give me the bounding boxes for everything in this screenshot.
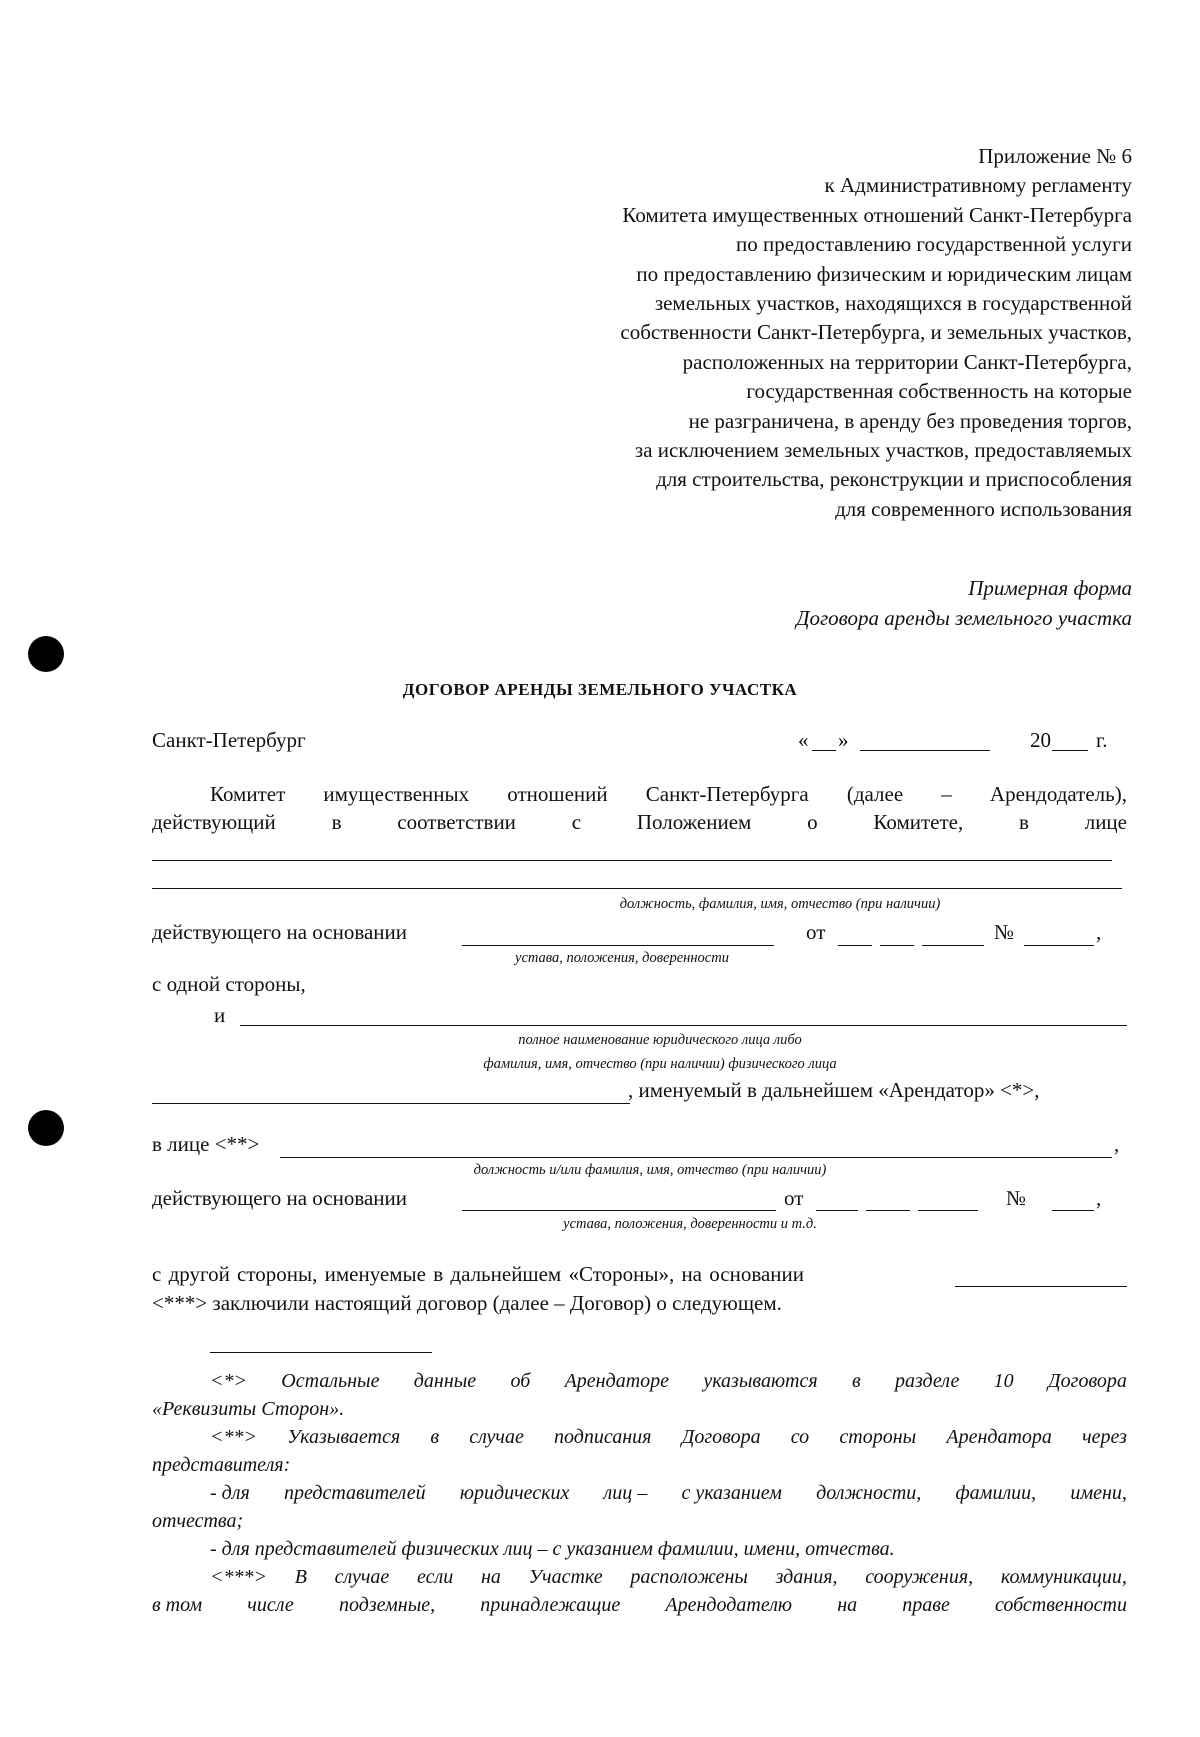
footnote-3-cont: отчества;	[152, 1510, 244, 1532]
para1-word: лице	[1084, 810, 1127, 834]
date-year-blank-2[interactable]	[918, 1210, 978, 1211]
footnote-word: Арендаторе	[564, 1370, 670, 1392]
footnote-word: <*>	[210, 1370, 247, 1392]
para1-line1	[210, 782, 1127, 807]
comma-3: ,	[1096, 1186, 1102, 1210]
footnote-word: расположены	[630, 1566, 748, 1588]
footnote-word: подписания	[554, 1426, 652, 1448]
footnote-word: подземные,	[338, 1594, 436, 1616]
caption-representative: должность и/или фамилия, имя, отчество (при наличии)	[473, 1162, 827, 1178]
footnote-word: Арендодателю	[665, 1594, 793, 1616]
basis-blank-2[interactable]	[462, 1210, 776, 1211]
tenant-name-blank-2[interactable]	[152, 1103, 630, 1104]
and-label: и	[214, 1003, 226, 1027]
punch-hole-top	[28, 636, 64, 672]
concluded-label: <***> заключили настоящий договор (далее – Договор) о следующем.	[152, 1291, 782, 1315]
appendix-line: Приложение № 6	[978, 144, 1132, 168]
named-tenant-label: , именуемый в дальнейшем «Арендатор» <*>,	[628, 1078, 1040, 1102]
footnote-word: сооружения,	[865, 1566, 974, 1588]
footnote-word: Арендатора	[946, 1426, 1052, 1448]
footnote-word: Участке	[528, 1566, 603, 1588]
date-day-blank-2[interactable]	[816, 1210, 858, 1211]
para1-word: Комитет	[210, 782, 286, 806]
date-month-blank-1[interactable]	[880, 945, 914, 946]
date-month-blank-2[interactable]	[866, 1210, 910, 1211]
footnote-word: Договора	[681, 1426, 761, 1448]
para1-word: в	[331, 810, 342, 834]
footnote-5-cont	[152, 1591, 1127, 1619]
appendix-header	[432, 142, 1132, 524]
footnote-word: через	[1082, 1426, 1127, 1448]
day-blank[interactable]	[812, 750, 836, 751]
footnote-word: <**>	[210, 1426, 257, 1448]
footnote-word: на	[480, 1566, 501, 1588]
footnote-word: разделе	[894, 1370, 960, 1392]
comma-1: ,	[1096, 920, 1102, 944]
basis-blank-1[interactable]	[462, 945, 774, 946]
footnote-word: юридических	[459, 1482, 570, 1504]
appendix-line: собственности Санкт-Петербурга, и земельных участков,	[620, 320, 1132, 345]
caption-tenant-2: фамилия, имя, отчество (при наличии) физического лица	[483, 1056, 837, 1072]
footnote-word: в том	[152, 1594, 203, 1616]
footnote-word: в	[851, 1370, 861, 1392]
footnote-word: здания,	[775, 1566, 838, 1588]
footnote-word: числе	[247, 1594, 294, 1616]
footnote-2-cont: представителя:	[152, 1454, 291, 1476]
para1-word: Санкт-Петербурга	[645, 782, 809, 806]
appendix-line: Комитета имущественных отношений Санкт-Петербурга	[622, 202, 1132, 227]
footnote-word: Договора	[1047, 1370, 1127, 1392]
footnote-word: об	[510, 1370, 531, 1392]
month-blank[interactable]	[860, 750, 990, 751]
appendix-line: к Административному регламенту	[824, 173, 1132, 198]
appendix-line: по предоставлению государственной услуги	[736, 232, 1132, 257]
date-day-blank-1[interactable]	[838, 945, 872, 946]
representative-blank[interactable]	[280, 1157, 1112, 1158]
caption-position: должность, фамилия, имя, отчество (при наличии)	[619, 896, 941, 912]
para1-word: Арендодатель),	[989, 782, 1127, 806]
number-label-1: №	[994, 920, 1015, 944]
footnote-word: в	[430, 1426, 440, 1448]
footnote-word: - для	[210, 1482, 250, 1504]
para1-word: о	[807, 810, 818, 834]
tenant-name-blank[interactable]	[240, 1025, 1127, 1026]
footnote-2	[152, 1423, 1127, 1451]
footnote-word: собственности	[994, 1594, 1127, 1616]
form-note	[796, 573, 1132, 633]
footnote-word: если	[417, 1566, 454, 1588]
appendix-line: государственная собственность на которые	[746, 379, 1132, 404]
form-note-line1: Примерная форма	[968, 576, 1132, 600]
footnote-5	[152, 1563, 1127, 1591]
appendix-line: не разграничена, в аренду без проведения торгов,	[688, 408, 1132, 433]
footnote-word: указываются	[703, 1370, 818, 1392]
footnote-1	[152, 1367, 1127, 1395]
para1-word: –	[941, 782, 952, 806]
number-label-2: №	[1006, 1186, 1027, 1210]
caption-basis-1: устава, положения, доверенности	[515, 950, 729, 966]
footnote-word: данные	[413, 1370, 477, 1392]
number-blank-1[interactable]	[1024, 945, 1094, 946]
other-side-label: с другой стороны, именуемые в дальнейшем «Стороны», на основании	[152, 1262, 805, 1286]
para1-word: с	[571, 810, 582, 834]
from-label-2: от	[784, 1186, 804, 1210]
grounds-blank[interactable]	[955, 1286, 1127, 1287]
date-year-blank-1[interactable]	[922, 945, 984, 946]
footnote-word: 10	[993, 1370, 1014, 1392]
footnote-word: на	[837, 1594, 858, 1616]
comma-2: ,	[1114, 1132, 1120, 1156]
para1-word: в	[1019, 810, 1029, 834]
document-title: ДОГОВОР АРЕНДЫ ЗЕМЕЛЬНОГО УЧАСТКА	[402, 680, 798, 699]
one-side-label: с одной стороны,	[152, 972, 306, 996]
footnote-word: стороны	[839, 1426, 917, 1448]
form-note-line2: Договора аренды земельного участка	[796, 606, 1132, 630]
contract-date: « » 20 г.	[798, 728, 1108, 752]
footnote-separator	[210, 1352, 432, 1353]
footnote-word: представителей	[283, 1482, 426, 1504]
footnote-word: праве	[902, 1594, 950, 1616]
in-person-label: в лице <**>	[152, 1132, 260, 1156]
footnote-word: со	[790, 1426, 810, 1448]
para1-word: соответствии	[397, 810, 516, 834]
footnote-word: коммуникации,	[1000, 1566, 1127, 1588]
number-blank-2[interactable]	[1052, 1210, 1094, 1211]
city: Санкт-Петербург	[152, 728, 306, 752]
appendix-line: земельных участков, находящихся в государственной	[654, 291, 1132, 316]
footnote-word: принадлежащие	[480, 1594, 621, 1616]
acting-basis-label-2: действующего на основании	[152, 1186, 408, 1210]
footnote-word: фамилии,	[955, 1482, 1037, 1504]
appendix-line: для современного использования	[835, 496, 1132, 521]
blank-line-2[interactable]	[152, 888, 1122, 889]
appendix-line: расположенных на территории Санкт-Петербурга,	[682, 349, 1132, 374]
caption-tenant-1: полное наименование юридического лица либо	[518, 1032, 802, 1048]
blank-line-1[interactable]	[152, 860, 1112, 861]
appendix-line: по предоставлению физическим и юридическим лицам	[636, 261, 1132, 286]
appendix-line: для строительства, реконструкции и приспособления	[656, 467, 1132, 492]
from-label-1: от	[806, 920, 826, 944]
footnotes	[152, 1367, 1127, 1619]
footnote-word: случае	[334, 1566, 390, 1588]
footnote-word: должности,	[816, 1482, 922, 1504]
para1-line2	[152, 810, 1127, 835]
para1-word: (далее	[846, 782, 904, 806]
footnote-word: имени,	[1070, 1482, 1127, 1504]
footnote-word: с указанием	[681, 1482, 782, 1504]
para1-word: Комитете,	[873, 810, 964, 834]
footnote-word: В	[294, 1566, 307, 1588]
acting-basis-label-1: действующего на основании	[152, 920, 408, 944]
para1-word: действующий	[152, 810, 276, 834]
footnote-word: Остальные	[281, 1370, 380, 1392]
para1-word: отношений	[507, 782, 608, 806]
footnote-word: случае	[469, 1426, 524, 1448]
para1-word: имущественных	[323, 782, 470, 806]
footnote-4: - для представителей физических лиц – с указанием фамилии, имени, отчества.	[210, 1538, 895, 1560]
footnote-word: лиц –	[603, 1482, 648, 1504]
caption-basis-2: устава, положения, доверенности и т.д.	[563, 1216, 817, 1232]
appendix-line: за исключением земельных участков, предоставляемых	[634, 438, 1132, 463]
punch-hole-bottom	[28, 1110, 64, 1146]
footnote-1-cont: «Реквизиты Сторон».	[152, 1398, 345, 1420]
footnote-word: <***>	[210, 1566, 267, 1588]
footnote-3	[152, 1479, 1127, 1507]
footnote-word: Указывается	[287, 1426, 401, 1448]
year-blank[interactable]	[1052, 750, 1088, 751]
para1-word: Положением	[636, 810, 752, 834]
